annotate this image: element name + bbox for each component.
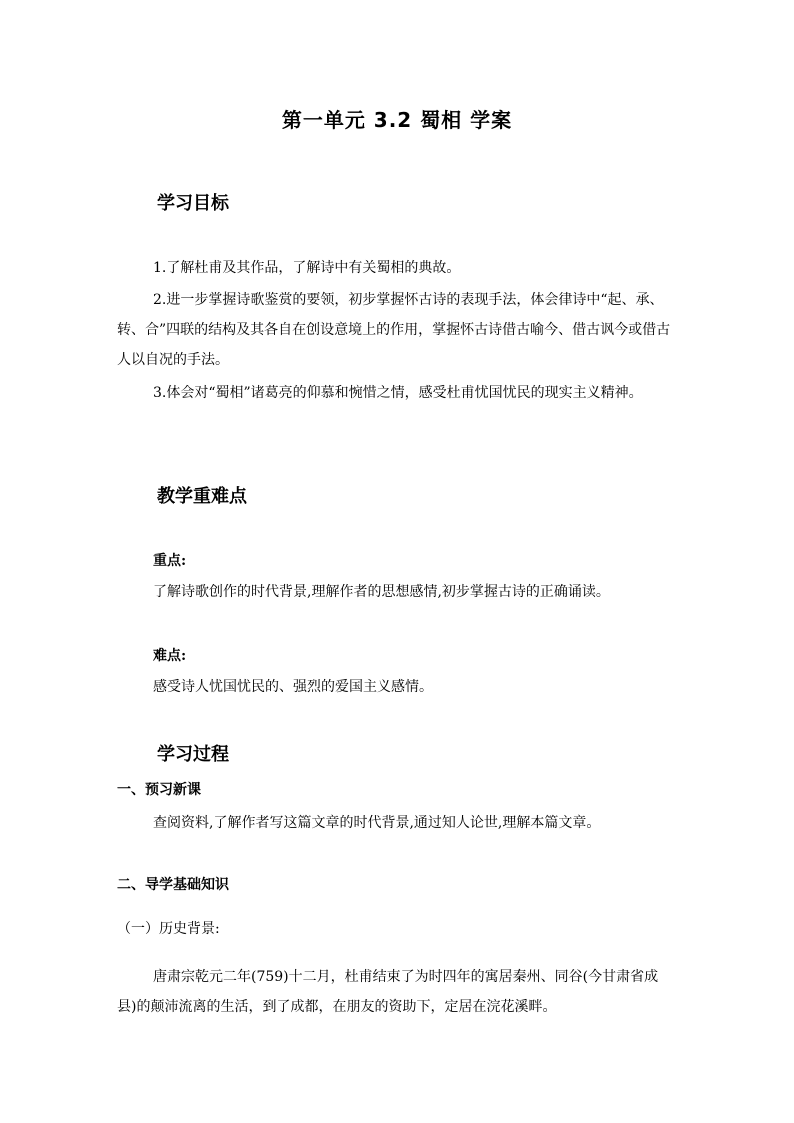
objective-item-3: 3.体会对“蜀相”诸葛亮的仰慕和惋惜之情，感受杜甫忧国忧民的现实主义精神。 [153, 385, 643, 401]
objective-item-2: 2.进一步掌握诗歌鉴赏的要领，初步掌握怀古诗的表现手法，体会律诗中“起、承、转、合”四联的结构及其各自在创设意境上的作用，掌握怀古诗借古喻今、借古讽今或借古人以自况的手法。 [117, 292, 671, 368]
section-heading-keypoints: 教学重难点 [157, 486, 247, 507]
section-heading-process: 学习过程 [157, 744, 229, 765]
objective-item-1: 1.了解杜甫及其作品，了解诗中有关蜀相的典故。 [153, 260, 461, 276]
basics-heading: 二、导学基础知识 [117, 877, 229, 893]
key-label: 重点: [153, 553, 187, 569]
document-title: 第一单元 3.2 蜀相 学案 [281, 108, 513, 132]
key-text: 了解诗歌创作的时代背景,理解作者的思想感情,初步掌握古诗的正确诵读。 [153, 584, 610, 600]
preview-text: 查阅资料,了解作者写这篇文章的时代背景,通过知人论世,理解本篇文章。 [153, 815, 601, 831]
difficulty-text: 感受诗人忧国忧民的、强烈的爱国主义感情。 [153, 679, 433, 695]
background-text: 唐肃宗乾元二年(759)十二月，杜甫结束了为时四年的寓居秦州、同谷(今甘肃省成县)的颠沛流离的生活，到了成都，在朋友的资助下，定居在浣花溪畔。 [117, 969, 659, 1015]
preview-heading: 一、预习新课 [117, 782, 201, 798]
section-heading-objectives: 学习目标 [157, 193, 229, 214]
background-heading: （一）历史背景: [117, 921, 220, 937]
difficulty-label: 难点: [153, 648, 187, 664]
